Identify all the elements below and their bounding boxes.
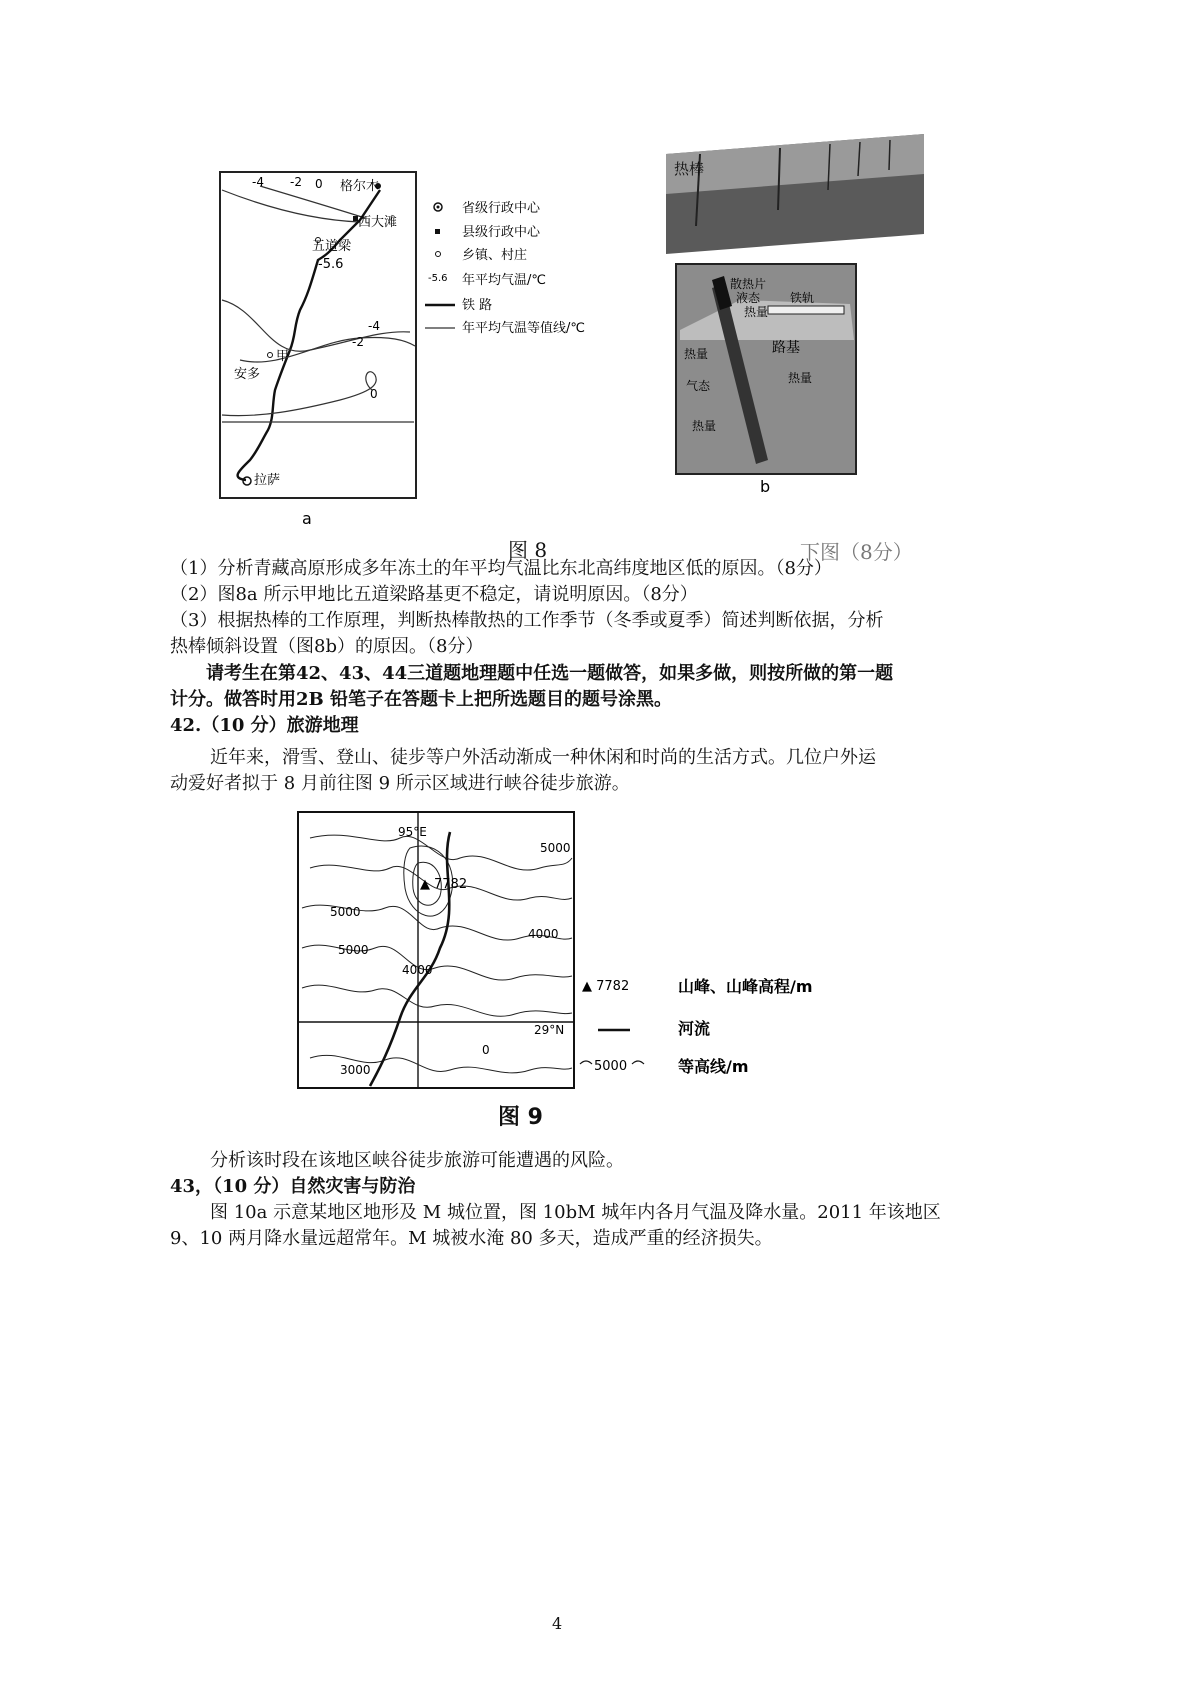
isotherm-label: 0 <box>370 387 378 401</box>
q43-heading: 43，（10 分）自然灾害与防治 <box>170 1176 416 1197</box>
isotherm-label: 0 <box>315 177 323 191</box>
label-heat-low: 热量 <box>692 419 717 433</box>
contour-label: 4000 <box>528 927 559 941</box>
legend-railway: 铁 路 <box>462 298 493 313</box>
instruction-line1: 请考生在第42、43、44三道题地理题中任选一题做答，如果多做，则按所做的第一题 <box>206 663 894 684</box>
legend-peak: 山峰、山峰高程/m <box>678 977 813 996</box>
q43-paragraph-line2: 9、10 两月降水量远超常年。M 城被水淹 80 多天，造成严重的经济损失。 <box>170 1228 773 1249</box>
label-fin: 散热片 <box>730 277 767 291</box>
legend-provincial: 省级行政中心 <box>462 201 541 216</box>
figure-8-caption: 图 8 <box>508 538 548 562</box>
contour-label: 5000 <box>540 841 571 855</box>
figure-8a-sublabel: a <box>302 509 312 528</box>
figure-9-caption: 图 9 <box>498 1105 543 1130</box>
contour-label: 0 <box>482 1043 490 1057</box>
peak-symbol: ▲ <box>420 877 430 892</box>
label-gas: 气态 <box>686 379 711 393</box>
page-number: 4 <box>552 1614 563 1633</box>
legend-temp: 年平均气温/℃ <box>462 273 546 288</box>
figure-8-cutoff-text: 下图（8分） <box>800 540 913 564</box>
contour-label: 5000 <box>338 943 369 957</box>
label-heat: 热量 <box>744 305 769 319</box>
q42-question: 分析该时段在该地区峡谷徒步旅游可能遭遇的风险。 <box>210 1150 624 1171</box>
label-heat-left: 热量 <box>684 347 709 361</box>
legend-town: 乡镇、村庄 <box>462 248 528 263</box>
contour-label: 4000 <box>402 963 433 977</box>
label-rail: 铁轨 <box>790 291 815 305</box>
figure-8b-diagram <box>660 130 940 510</box>
legend-contour: 等高线/m <box>678 1057 749 1076</box>
figure-8b-sublabel: b <box>760 477 771 496</box>
question-2: （2）图8a 所示甲地比五道梁路基更不稳定，请说明原因。（8分） <box>170 584 698 605</box>
contour-label: 3000 <box>340 1063 371 1077</box>
figure-8a <box>200 160 660 550</box>
legend-county: 县级行政中心 <box>462 225 541 240</box>
place-label-wudaoliang: 五道梁 <box>312 239 352 254</box>
instruction-line2: 计分。做答时用2B 铅笔子在答题卡上把所选题目的题号涂黑。 <box>170 689 673 710</box>
longitude-label: 95°E <box>398 825 427 839</box>
place-label-anduo: 安多 <box>234 367 261 382</box>
label-heat-right: 热量 <box>788 371 813 385</box>
contour-label: 5000 <box>330 905 361 919</box>
label-liquid: 液态 <box>736 291 761 305</box>
legend-river: 河流 <box>678 1019 711 1038</box>
q42-heading: 42.（10 分）旅游地理 <box>170 715 359 736</box>
place-label-jia: 甲 <box>276 349 290 364</box>
q42-paragraph-line2: 动爱好者拟于 8 月前往图 9 所示区域进行峡谷徒步旅游。 <box>170 773 630 794</box>
figure-8a-map <box>200 160 660 550</box>
place-label-lhasa: 拉萨 <box>254 473 281 488</box>
isotherm-label: -2 <box>352 335 364 349</box>
figure-8b <box>660 130 940 510</box>
place-label-xidatan: 西大滩 <box>358 215 398 230</box>
legend-contour-symbol: 5000 <box>594 1059 628 1074</box>
place-label-golmud: 格尔木 <box>340 179 380 194</box>
q43-paragraph-line1: 图 10a 示意某地区地形及 M 城位置，图 10bM 城年内各月气温及降水量。2011 年该地区 <box>210 1202 941 1223</box>
isotherm-label: -4 <box>368 319 380 333</box>
figure-9 <box>290 808 850 1138</box>
legend-temp-symbol: -5.6 <box>428 273 448 284</box>
label-roadbed: 路基 <box>772 340 800 356</box>
photo-label: 热棒 <box>674 160 705 178</box>
temp-value: -5.6 <box>318 257 344 272</box>
peak-elevation: 7782 <box>434 877 468 892</box>
figure-9-topo-map <box>290 808 850 1138</box>
question-3-line1: （3）根据热棒的工作原理，判断热棒散热的工作季节（冬季或夏季）简述判断依据，分析 <box>170 610 884 631</box>
question-1: （1）分析青藏高原形成多年冻土的年平均气温比东北高纬度地区低的原因。（8分） <box>170 558 832 579</box>
question-3-line2: 热棒倾斜设置（图8b）的原因。（8分） <box>170 636 484 657</box>
latitude-label: 29°N <box>534 1023 565 1037</box>
isotherm-label: -2 <box>290 175 302 189</box>
isotherm-label: -4 <box>252 175 264 189</box>
q42-paragraph-line1: 近年来，滑雪、登山、徒步等户外活动渐成一种休闲和时尚的生活方式。几位户外运 <box>210 747 876 768</box>
legend-peak-symbol: ▲ 7782 <box>582 979 630 994</box>
legend-isotherm: 年平均气温等值线/℃ <box>462 321 585 336</box>
